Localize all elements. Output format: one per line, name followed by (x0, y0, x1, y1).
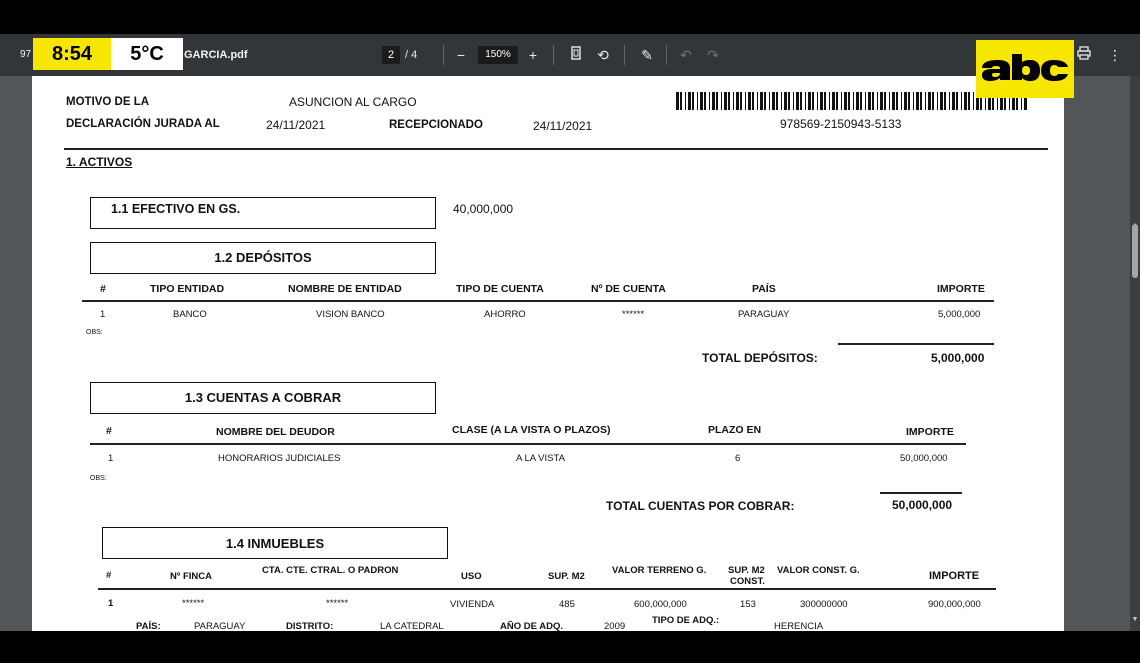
inm-ano-label: AÑO DE ADQ. (500, 621, 563, 631)
print-icon[interactable] (1074, 45, 1094, 65)
inm-col-sup: SUP. M2 (548, 571, 585, 582)
dep-row-nombre-entidad: VISION BANCO (316, 309, 385, 320)
inm-pais-label: PAÍS: (136, 621, 161, 631)
more-icon[interactable]: ⋮ (1108, 47, 1122, 63)
cc-total-label: TOTAL CUENTAS POR COBRAR: (606, 499, 795, 513)
dep-row-tipo-entidad: BANCO (173, 309, 207, 320)
inm-col-uso: USO (461, 571, 482, 582)
dep-row-num-cuenta: ****** (622, 309, 645, 320)
cuentas-title: 1.3 CUENTAS A COBRAR (184, 390, 342, 405)
page-number-input[interactable]: 2 (382, 46, 400, 64)
recepcionado-label: RECEPCIONADO (389, 119, 483, 131)
efectivo-value: 40,000,000 (453, 202, 514, 216)
inm-col-importe: IMPORTE (929, 570, 980, 582)
inm-row-valor-terreno: 600,000,000 (634, 599, 687, 610)
inm-ano-value: 2009 (604, 621, 626, 631)
dep-row-tipo-cuenta: AHORRO (484, 309, 526, 320)
inm-tipo-value: HERENCIA (774, 621, 824, 631)
cc-row-plazo: 6 (735, 453, 741, 464)
page-count: / 4 (405, 49, 418, 61)
cc-col-clase: CLASE (A LA VISTA O PLAZOS) (452, 424, 611, 436)
abc-logo-icon (976, 40, 1074, 98)
dep-total-rule (838, 343, 994, 345)
dep-total-label: TOTAL DEPÓSITOS: (702, 351, 818, 365)
motivo-value: ASUNCION AL CARGO (289, 95, 417, 109)
inmuebles-title: 1.4 INMUEBLES (225, 536, 325, 551)
inm-row-sup: 485 (559, 599, 575, 610)
toolbar-divider (624, 45, 625, 65)
cc-col-importe: IMPORTE (906, 426, 954, 438)
dep-col-pais: PAÍS (752, 283, 776, 295)
recepcionado-date: 24/11/2021 (533, 119, 593, 133)
inm-pais-value: PARAGUAY (194, 621, 246, 631)
efectivo-label: 1.1 EFECTIVO EN GS. (111, 202, 241, 216)
scroll-down-icon[interactable]: ▼ (1131, 616, 1139, 623)
depositos-title: 1.2 DEPÓSITOS (214, 250, 312, 265)
cc-col-deudor: NOMBRE DEL DEUDOR (216, 426, 335, 438)
dep-total-value: 5,000,000 (931, 351, 985, 365)
toolbar-divider (666, 45, 667, 65)
motivo-label: MOTIVO DE LA (66, 96, 150, 108)
pdf-page (32, 76, 1064, 631)
inm-row-importe: 900,000,000 (928, 599, 981, 610)
dep-col-tipo-cuenta: TIPO DE CUENTA (456, 283, 544, 295)
fit-page-icon[interactable] (566, 45, 586, 65)
letterbox-top (0, 0, 1140, 34)
inm-col-valor-terreno: VALOR TERRENO G. (612, 565, 707, 576)
declaracion-date: 24/11/2021 (266, 118, 326, 132)
inm-row-uso: VIVIENDA (450, 599, 495, 610)
depositos-box (90, 242, 436, 274)
cc-row-clase: A LA VISTA (516, 453, 565, 464)
dep-obs: OBS: (86, 329, 103, 336)
inm-row-valor-const: 300000000 (800, 599, 848, 610)
inm-row-padron: ****** (326, 598, 349, 609)
inm-distrito-label: DISTRITO: (286, 621, 334, 631)
inm-col-valor-const: VALOR CONST. G. (777, 565, 860, 576)
temperature-display: 5°C (111, 38, 183, 70)
inm-col-sup-const: SUP. M2 (728, 565, 765, 576)
efectivo-box (90, 197, 436, 229)
cc-total-value: 50,000,000 (892, 498, 953, 512)
toolbar-divider (553, 45, 554, 65)
time-display: 8:54 (33, 38, 111, 70)
cc-header-rule (90, 443, 966, 445)
cc-row-importe: 50,000,000 (900, 453, 948, 464)
dep-col-tipo-entidad: TIPO ENTIDAD (150, 283, 225, 295)
declaracion-label: DECLARACIÓN JURADA AL (66, 118, 220, 130)
dep-header-rule (82, 300, 994, 302)
cc-row-deudor: HONORARIOS JUDICIALES (218, 453, 341, 464)
dep-row-importe: 5,000,000 (938, 309, 981, 320)
undo-icon[interactable]: ↶ (680, 47, 692, 63)
vertical-scrollbar[interactable] (1130, 76, 1140, 631)
dep-col-nombre-entidad: NOMBRE DE ENTIDAD (288, 283, 402, 295)
cc-row-num: 1 (108, 453, 114, 464)
abc-logo (976, 40, 1074, 98)
cuentas-box (90, 382, 436, 414)
inm-header-rule (98, 588, 996, 590)
scrollbar-thumb[interactable] (1132, 224, 1138, 278)
inm-col-finca: Nº FINCA (170, 571, 212, 582)
inmuebles-box (102, 527, 448, 559)
inm-col-const: CONST. (730, 576, 765, 587)
zoom-input[interactable]: 150% (478, 46, 518, 64)
letterbox-bottom (0, 631, 1140, 663)
dep-col-num-cuenta: Nº DE CUENTA (591, 283, 666, 295)
cc-col-plazo: PLAZO EN (708, 424, 762, 436)
barcode-number: 978569-2150943-5133 (780, 117, 902, 131)
inm-row-finca: ****** (182, 598, 205, 609)
minus-icon[interactable]: − (456, 47, 466, 63)
dep-col-importe: IMPORTE (937, 283, 985, 295)
inm-distrito-value: LA CATEDRAL (380, 621, 444, 631)
file-name: GARCIA.pdf (184, 49, 248, 61)
inm-tipo-label: TIPO DE ADQ.: (652, 615, 720, 626)
dep-row-pais: PARAGUAY (738, 309, 790, 320)
annotate-icon[interactable]: ✎ (641, 47, 653, 63)
inm-col-num: # (106, 570, 112, 581)
header-rule (64, 148, 1048, 150)
cc-col-num: # (106, 425, 112, 437)
inm-col-padron: CTA. CTE. CTRAL. O PADRON (262, 565, 399, 576)
redo-icon[interactable]: ↷ (707, 47, 719, 63)
inm-row-num: 1 (108, 598, 114, 609)
cc-total-rule (880, 492, 962, 494)
dep-col-num: # (100, 283, 106, 295)
toolbar-divider (443, 45, 444, 65)
inm-row-sup-const: 153 (740, 599, 756, 610)
section-title: 1. ACTIVOS (66, 155, 133, 169)
toolbar-left-fragment: 97 (20, 49, 32, 60)
cc-obs: OBS: (90, 475, 107, 482)
plus-icon[interactable]: + (528, 47, 538, 63)
dep-row-num: 1 (100, 309, 106, 320)
rotate-icon[interactable]: ⟲ (597, 47, 609, 63)
